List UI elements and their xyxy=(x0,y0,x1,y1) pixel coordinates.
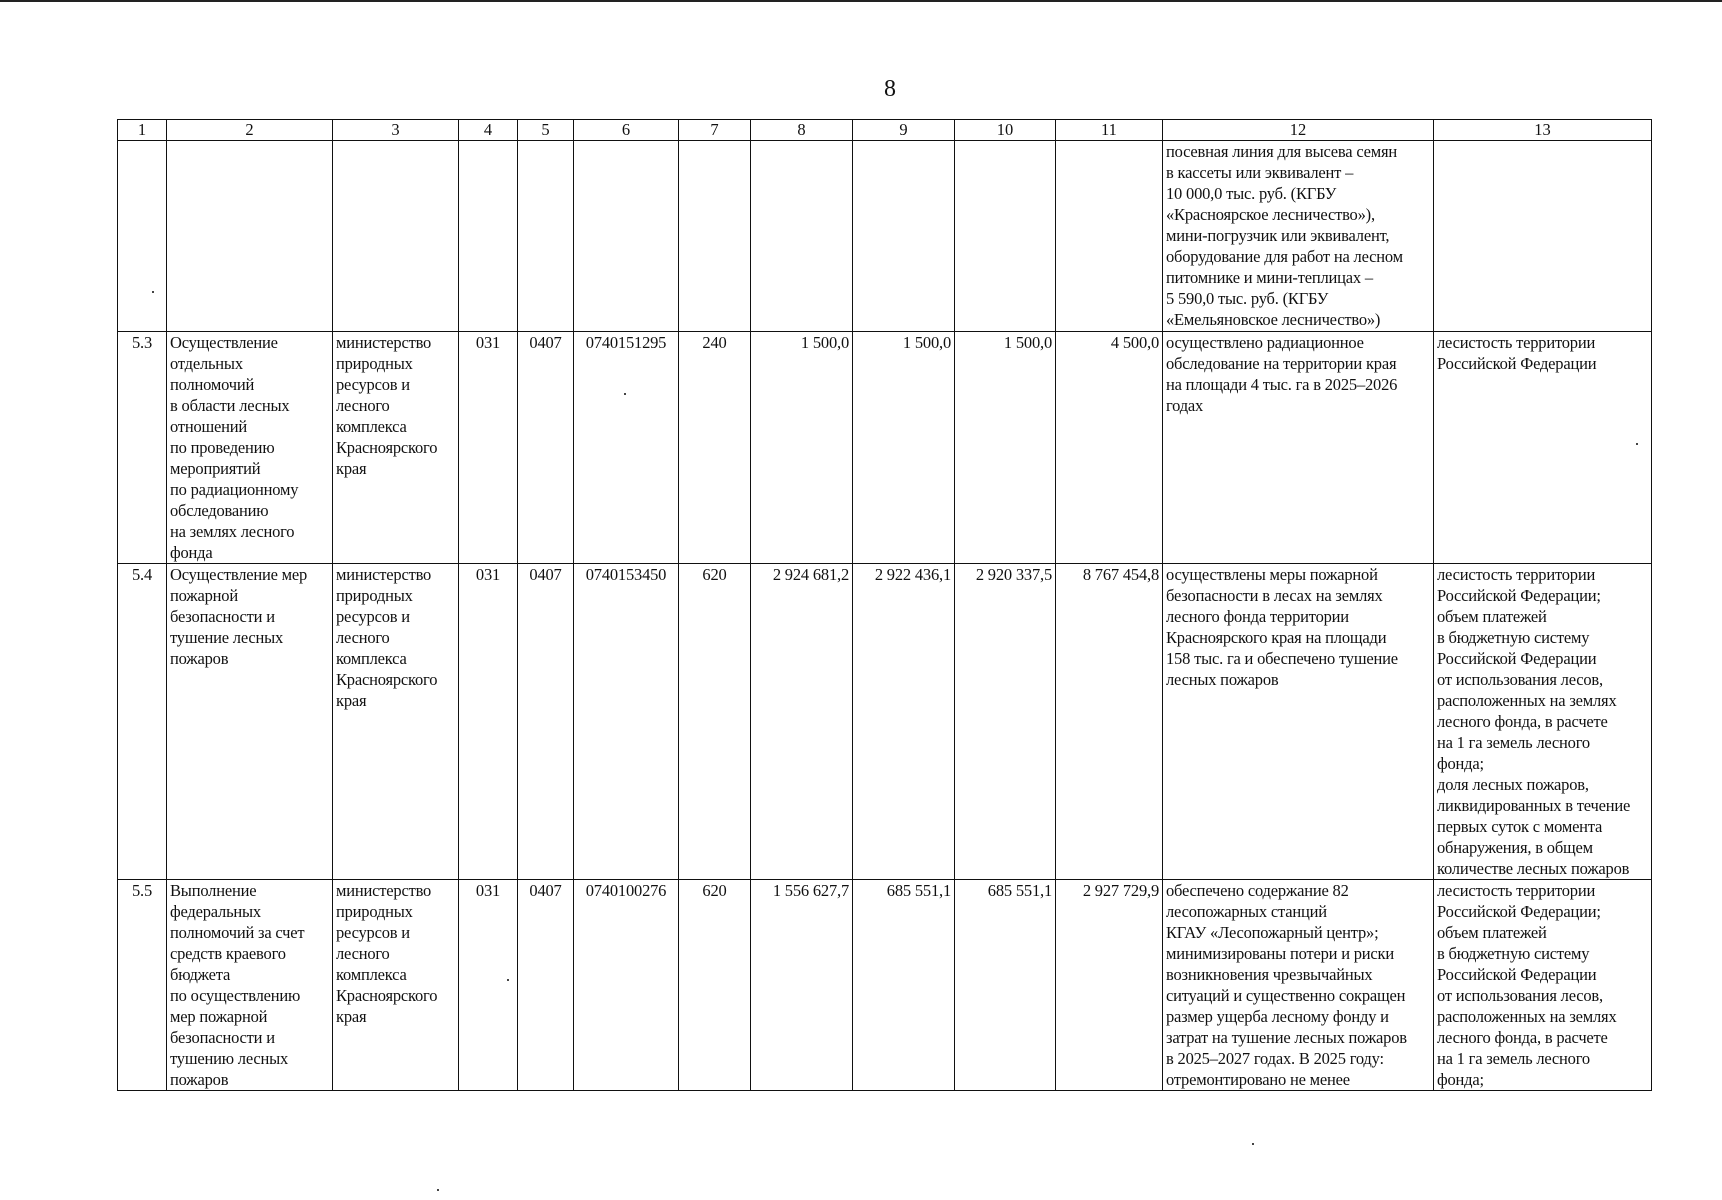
cell-indicator: лесистость территории Российской Федерации; объем платежей в бюджетную систему Российской Федерации от использования лесов, расположенных на землях лесного фонда, в расчете на 1 га земель лесного фонда; доля лесных пожаров, ликвидированных в течение первых суток с момента обнаружения, в общем количестве лесных пожаров xyxy=(1434,564,1652,880)
column-header: 5 xyxy=(518,120,574,141)
cell-year-3 xyxy=(955,141,1056,332)
cell-year-2 xyxy=(853,141,955,332)
table-row-5-3 xyxy=(118,332,1652,564)
column-header: 6 xyxy=(574,120,679,141)
cell-expected-result: осуществлены меры пожарной безопасности в лесах на землях лесного фонда территории Красноярского края на площади 158 тыс. га и обеспечено тушение лесных пожаров xyxy=(1163,564,1434,880)
cell-number: 5.4 xyxy=(118,564,167,880)
cell-grbs: 031 xyxy=(459,564,518,880)
column-header: 9 xyxy=(853,120,955,141)
column-header: 12 xyxy=(1163,120,1434,141)
cell-year-1: 1 500,0 xyxy=(751,332,853,564)
scan-speck xyxy=(1636,443,1638,445)
scan-speck xyxy=(1252,1143,1254,1145)
column-header: 2 xyxy=(167,120,333,141)
cell-year-3: 1 500,0 xyxy=(955,332,1056,564)
scan-top-edge xyxy=(0,0,1722,2)
cell-indicator xyxy=(1434,141,1652,332)
cell-expected-result: обеспечено содержание 82 лесопожарных станций КГАУ «Лесопожарный центр»; минимизированы потери и риски возникновения чрезвычайных ситуаций и существенно сокращен размер ущерба лесному фонду и затрат на тушение лесных пожаров в 2025–2027 годах. В 2025 году: отремонтировано не менее xyxy=(1163,880,1434,1091)
cell-vr xyxy=(679,141,751,332)
table-row-5-5 xyxy=(118,880,1652,1091)
cell-rzpr: 0407 xyxy=(518,332,574,564)
cell-year-1 xyxy=(751,141,853,332)
cell-csr: 0740153450 xyxy=(574,564,679,880)
cell-csr: 0740100276 xyxy=(574,880,679,1091)
column-header: 3 xyxy=(333,120,459,141)
cell-year-3: 2 920 337,5 xyxy=(955,564,1056,880)
page-number: 8 xyxy=(884,76,896,102)
cell-expected-result: посевная линия для высева семян в кассеты или эквивалент – 10 000,0 тыс. руб. (КГБУ «Красноярское лесничество»), мини-погрузчик или эквивалент, оборудование для работ на лесном питомнике и мини-теплицах – 5 590,0 тыс. руб. (КГБУ «Емельяновское лесничество») xyxy=(1163,141,1434,332)
cell-number xyxy=(118,141,167,332)
cell-csr: 0740151295 xyxy=(574,332,679,564)
cell-total: 2 927 729,9 xyxy=(1056,880,1163,1091)
cell-year-2: 685 551,1 xyxy=(853,880,955,1091)
table-row-5-4 xyxy=(118,564,1652,880)
cell-total xyxy=(1056,141,1163,332)
cell-vr: 240 xyxy=(679,332,751,564)
scan-speck xyxy=(152,291,154,293)
cell-executor: министерство природных ресурсов и лесного комплекса Красноярского края xyxy=(333,880,459,1091)
cell-total: 4 500,0 xyxy=(1056,332,1163,564)
cell-expected-result: осуществлено радиационное обследование на территории края на площади 4 тыс. га в 2025–2026 годах xyxy=(1163,332,1434,564)
cell-grbs: 031 xyxy=(459,332,518,564)
cell-grbs: 031 xyxy=(459,880,518,1091)
cell-year-1: 2 924 681,2 xyxy=(751,564,853,880)
cell-vr: 620 xyxy=(679,880,751,1091)
cell-executor: министерство природных ресурсов и лесного комплекса Красноярского края xyxy=(333,564,459,880)
cell-rzpr: 0407 xyxy=(518,564,574,880)
cell-year-3: 685 551,1 xyxy=(955,880,1056,1091)
scan-speck xyxy=(437,1189,439,1191)
cell-number: 5.3 xyxy=(118,332,167,564)
column-header: 8 xyxy=(751,120,853,141)
cell-activity: Выполнение федеральных полномочий за счет средств краевого бюджета по осуществлению мер пожарной безопасности и тушению лесных пожаров xyxy=(167,880,333,1091)
cell-indicator: лесистость территории Российской Федерации xyxy=(1434,332,1652,564)
cell-csr xyxy=(574,141,679,332)
cell-executor xyxy=(333,141,459,332)
cell-rzpr xyxy=(518,141,574,332)
cell-activity xyxy=(167,141,333,332)
column-header: 7 xyxy=(679,120,751,141)
cell-total: 8 767 454,8 xyxy=(1056,564,1163,880)
program-activities-table xyxy=(117,119,1652,1091)
cell-rzpr: 0407 xyxy=(518,880,574,1091)
table-header-row xyxy=(118,120,1652,141)
cell-year-1: 1 556 627,7 xyxy=(751,880,853,1091)
cell-vr: 620 xyxy=(679,564,751,880)
cell-indicator: лесистость территории Российской Федерации; объем платежей в бюджетную систему Российской Федерации от использования лесов, расположенных на землях лесного фонда, в расчете на 1 га земель лесного фонда; xyxy=(1434,880,1652,1091)
column-header: 13 xyxy=(1434,120,1652,141)
column-header: 4 xyxy=(459,120,518,141)
cell-number: 5.5 xyxy=(118,880,167,1091)
cell-year-2: 1 500,0 xyxy=(853,332,955,564)
cell-activity: Осуществление мер пожарной безопасности и тушение лесных пожаров xyxy=(167,564,333,880)
column-header: 10 xyxy=(955,120,1056,141)
table-row-continuation xyxy=(118,141,1652,332)
scan-speck xyxy=(624,393,626,395)
scan-speck xyxy=(507,979,509,981)
cell-activity: Осуществление отдельных полномочий в области лесных отношений по проведению мероприятий по радиационному обследованию на землях лесного фонда xyxy=(167,332,333,564)
cell-year-2: 2 922 436,1 xyxy=(853,564,955,880)
column-header: 11 xyxy=(1056,120,1163,141)
cell-executor: министерство природных ресурсов и лесного комплекса Красноярского края xyxy=(333,332,459,564)
cell-grbs xyxy=(459,141,518,332)
column-header: 1 xyxy=(118,120,167,141)
